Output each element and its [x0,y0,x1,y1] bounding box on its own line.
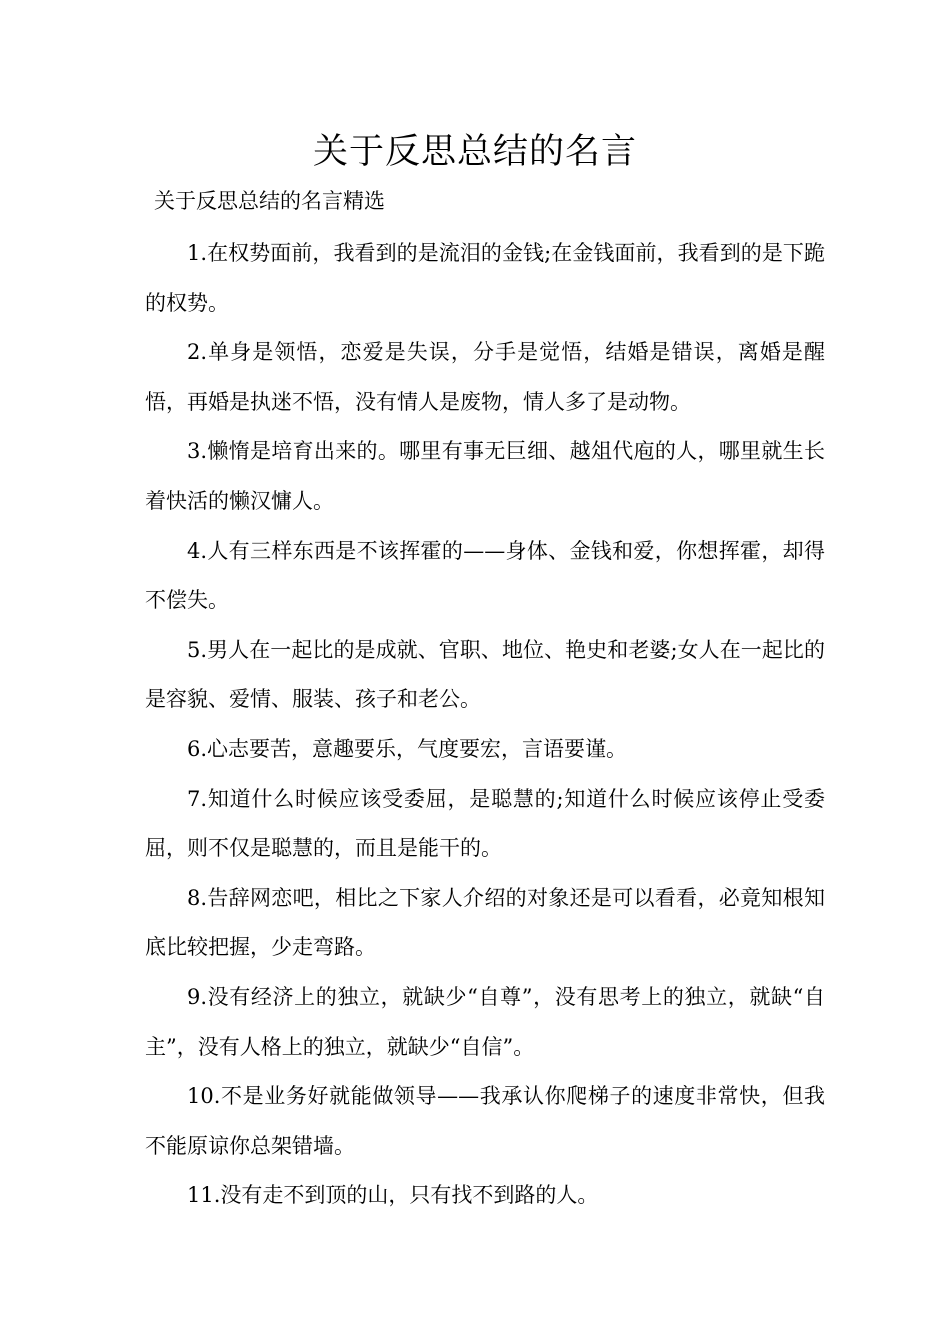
document-subtitle: 关于反思总结的名言精选 [154,189,385,213]
quote-item: 2.单身是领悟，恋爱是失误，分手是觉悟，结婚是错误，离婚是醒悟，再婚是执迷不悟，没有情人是废物，情人多了是动物。 [145,340,825,414]
quote-item: 6.心志要苦，意趣要乐，气度要宏，言语要谨。 [187,736,628,761]
quote-item: 8.告辞网恋吧，相比之下家人介绍的对象还是可以看看，必竟知根知底比较把握，少走弯路。 [145,885,825,960]
quote-item: 3.懒惰是培育出来的。哪里有事无巨细、越俎代庖的人，哪里就生长着快活的懒汉慵人。 [145,439,825,513]
quote-item: 7.知道什么时候应该受委屈，是聪慧的;知道什么时候应该停止受委屈，则不仅是聪慧的，而且是能干的。 [145,786,825,861]
quote-list [145,229,825,1221]
quote-item: 4.人有三样东西是不该挥霍的——身体、金钱和爱，你想挥霍，却得不偿失。 [145,538,825,613]
document-title: 关于反思总结的名言 [312,132,637,172]
quote-item: 11.没有走不到顶的山，只有找不到路的人。 [187,1183,599,1208]
quote-item: 10.不是业务好就能做领导——我承认你爬梯子的速度非常快，但我不能原谅你总架错墙。 [145,1084,825,1158]
quote-item: 9.没有经济上的独立，就缺少“自尊”，没有思考上的独立，就缺“自主”，没有人格上的独立，就缺少“自信”。 [145,984,825,1059]
quote-item: 5.男人在一起比的是成就、官职、地位、艳史和老婆;女人在一起比的是容貌、爱情、服装、孩子和老公。 [145,637,825,712]
quote-item: 1.在权势面前，我看到的是流泪的金钱;在金钱面前，我看到的是下跪的权势。 [145,241,825,315]
